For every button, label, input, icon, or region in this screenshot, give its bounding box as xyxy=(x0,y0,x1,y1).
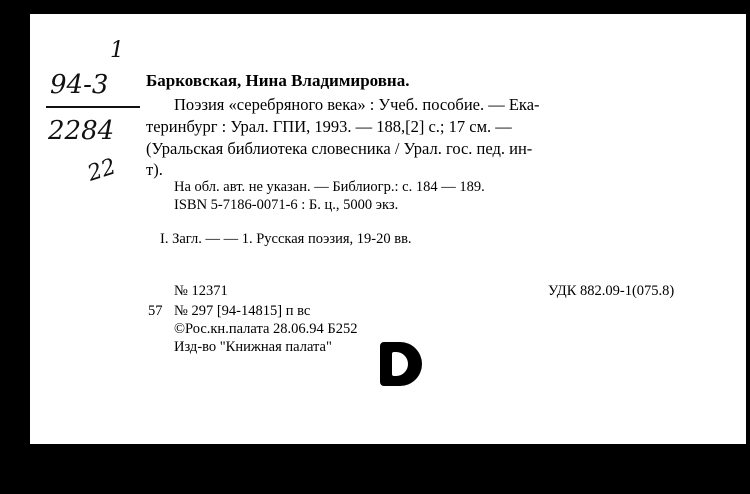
author-heading: Барковская, Нина Владимировна. xyxy=(146,71,410,90)
handwritten-mark: 1 xyxy=(110,38,124,63)
title-line-2: теринбург : Урал. ГПИ, 1993. — 188,[2] с.; 17 см. — xyxy=(146,117,512,136)
isbn-line: ISBN 5-7186-0071-6 : Б. ц., 5000 экз. xyxy=(174,197,399,213)
subject-tracing: I. Загл. — — 1. Русская поэзия, 19-20 вв. xyxy=(160,231,412,247)
udc-code: УДК 882.09-1(075.8) xyxy=(548,283,675,299)
prefix-number: 57 xyxy=(148,303,163,319)
title-line-4: т). xyxy=(146,160,163,179)
underline xyxy=(46,106,140,108)
handwritten-note: 22 xyxy=(84,154,120,187)
order-line: № 297 [94-14815] п вс xyxy=(174,303,311,319)
bibliography-note: На обл. авт. не указан. — Библиогр.: с. 184 — 189. xyxy=(174,179,485,195)
record-number: № 12371 xyxy=(174,283,228,299)
book-chamber-line: ©Рос.кн.палата 28.06.94 Б252 xyxy=(174,321,358,337)
title-line-3: (Уральская библиотека словесника / Урал. гос. пед. ин- xyxy=(146,139,533,158)
publisher-line: Изд-во "Книжная палата" xyxy=(174,339,332,355)
handwritten-inventory-number: 2284 xyxy=(48,116,115,146)
title-line-1: Поэзия «серебряного века» : Учеб. пособие. — Ека- xyxy=(174,95,540,114)
handwritten-class-number: 94-3 xyxy=(50,70,109,100)
